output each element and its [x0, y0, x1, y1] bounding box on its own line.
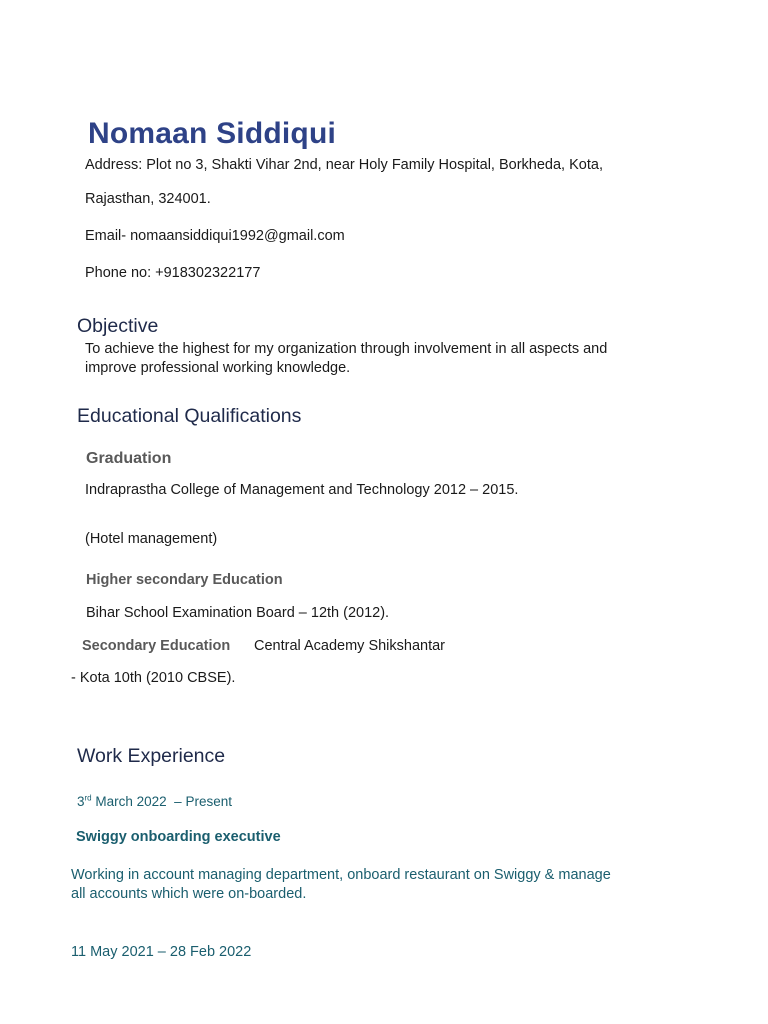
education-heading: Educational Qualifications	[77, 405, 302, 427]
job1-desc-line-2: all accounts which were on-boarded.	[71, 886, 307, 902]
job2-date: 11 May 2021 – 28 Feb 2022	[71, 944, 252, 960]
higher-secondary-label: Higher secondary Education	[86, 572, 283, 588]
address-line-1: Address: Plot no 3, Shakti Vihar 2nd, near Holy Family Hospital, Borkheda, Kota,	[85, 157, 603, 173]
job1-title: Swiggy onboarding executive	[76, 829, 281, 845]
objective-line-2: improve professional working knowledge.	[85, 360, 351, 376]
email-text: Email- nomaansiddiqui1992@gmail.com	[85, 228, 345, 244]
job1-date-rest: March 2022 – Present	[91, 794, 232, 809]
job1-desc-line-1: Working in account managing department, onboard restaurant on Swiggy & manage	[71, 867, 611, 883]
higher-secondary-detail: Bihar School Examination Board – 12th (2012).	[86, 605, 390, 621]
graduation-label: Graduation	[86, 450, 172, 467]
address-line-2: Rajasthan, 324001.	[85, 191, 211, 207]
secondary-detail-part1: Central Academy Shikshantar	[254, 638, 446, 654]
objective-line-1: To achieve the highest for my organization through involvement in all aspects and	[85, 341, 608, 357]
graduation-institution: Indraprastha College of Management and Technology 2012 – 2015.	[85, 482, 519, 498]
job1-date	[77, 794, 232, 809]
work-heading: Work Experience	[77, 745, 226, 767]
candidate-name: Nomaan Siddiqui	[88, 117, 337, 150]
objective-heading: Objective	[77, 315, 159, 337]
secondary-detail-part2: - Kota 10th (2010 CBSE).	[71, 670, 236, 686]
job1-date-suffix: rd	[84, 793, 92, 803]
phone-text: Phone no: +918302322177	[85, 265, 261, 281]
job1-date-day: 3	[77, 794, 85, 809]
graduation-course: (Hotel management)	[85, 531, 218, 547]
secondary-label: Secondary Education	[82, 638, 231, 654]
